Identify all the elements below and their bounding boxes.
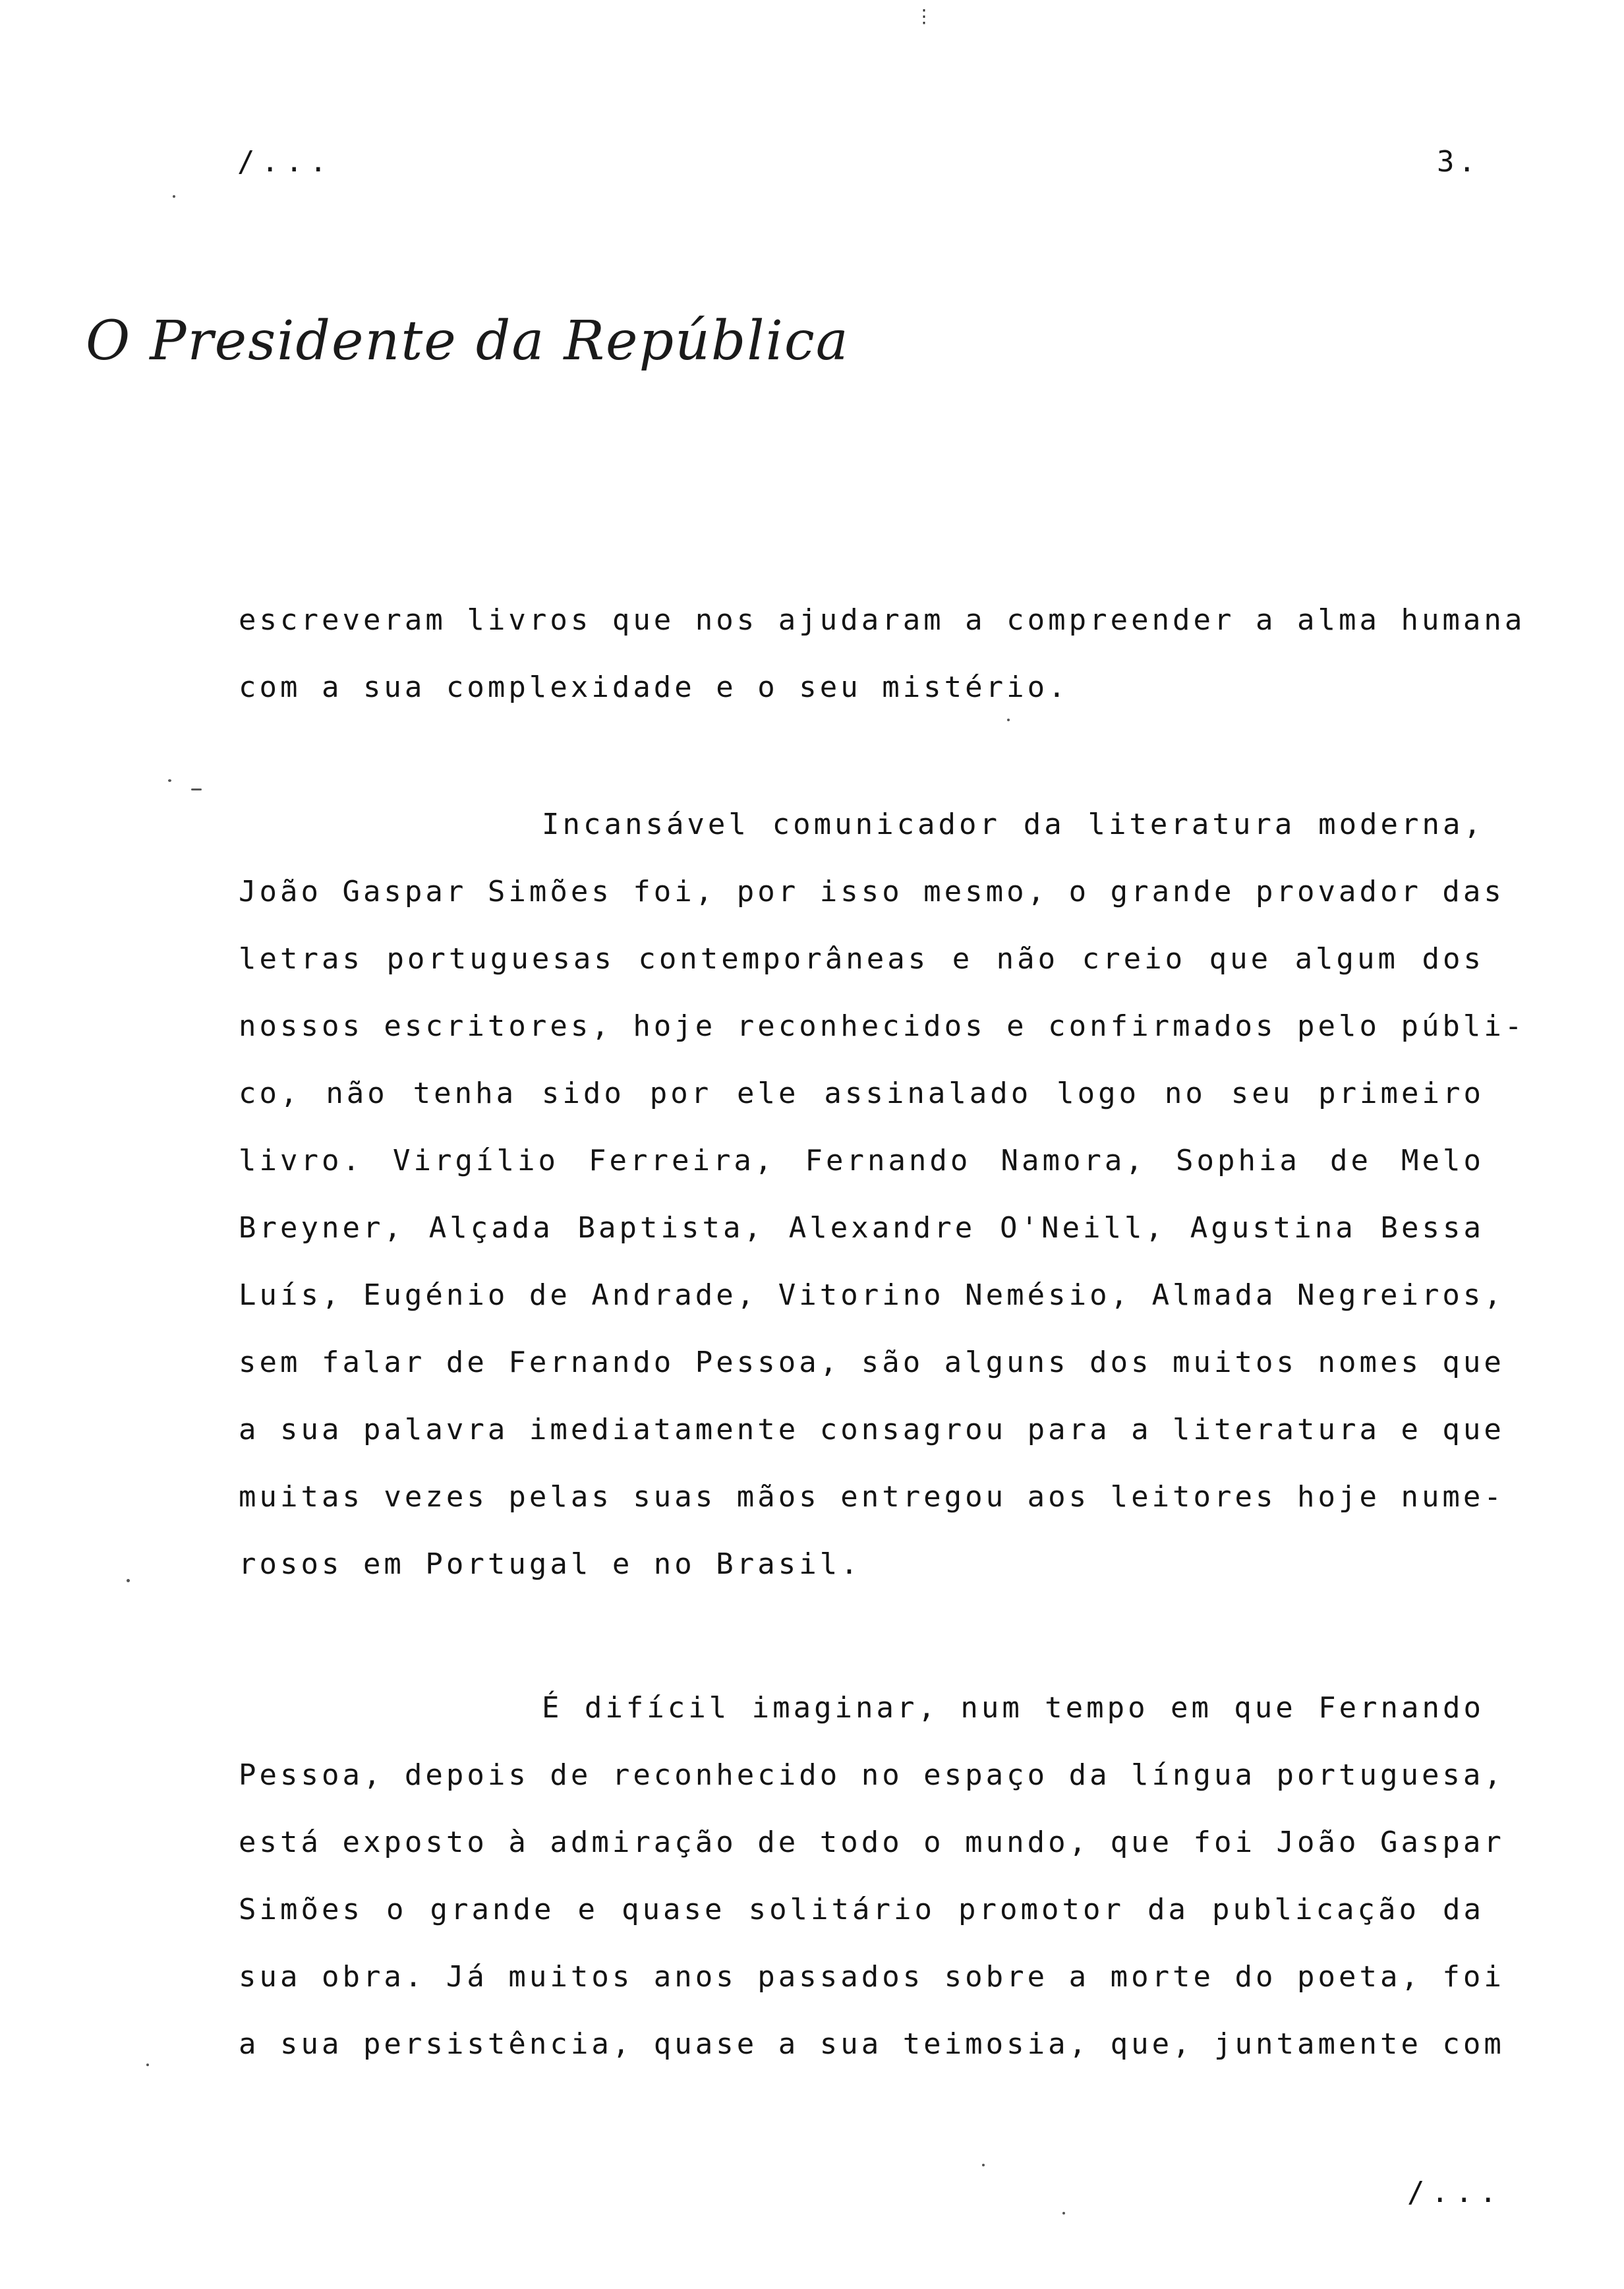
text-line: Luís, Eugénio de Andrade, Vitorino Nemésio, Almada Negreiros, xyxy=(239,1278,1505,1312)
paragraph-1 xyxy=(239,587,1526,721)
text-line: a sua persistência, quase a sua teimosia, que, juntamente com xyxy=(239,2027,1505,2061)
text-line: Simões o grande e quase solitário promotor da publicação da xyxy=(239,1893,1484,1926)
page-continuation-bottom: /... xyxy=(1407,2176,1503,2209)
scan-speck xyxy=(127,1579,130,1582)
text-line: muitas vezes pelas suas mãos entregou aos leitores hoje nume- xyxy=(239,1480,1505,1514)
text-line: escreveram livros que nos ajudaram a compreender a alma humana xyxy=(239,603,1526,637)
text-line: Pessoa, depois de reconhecido no espaço da língua portuguesa, xyxy=(239,1758,1505,1792)
text-line: letras portuguesas contemporâneas e não creio que algum dos xyxy=(239,942,1484,976)
text-line: rosos em Portugal e no Brasil. xyxy=(239,1547,861,1581)
scan-speck xyxy=(1007,719,1010,721)
text-line: com a sua complexidade e o seu mistério. xyxy=(239,670,1069,704)
text-line: Incansável comunicador da literatura moderna, xyxy=(542,808,1484,841)
text-line: nossos escritores, hoje reconhecidos e confirmados pelo públi- xyxy=(239,1009,1526,1043)
letterhead-title: O Presidente da República xyxy=(86,310,850,372)
scan-speck xyxy=(191,788,202,790)
text-line: está exposto à admiração de todo o mundo, que foi João Gaspar xyxy=(239,1826,1505,1859)
paragraph-2 xyxy=(239,791,1526,1598)
page-continuation-top: /... xyxy=(237,145,334,179)
scan-speck xyxy=(1062,2212,1065,2215)
paragraph-3 xyxy=(239,1675,1505,2078)
text-line: Breyner, Alçada Baptista, Alexandre O'Neill, Agustina Bessa xyxy=(239,1211,1484,1245)
text-line: livro. Virgílio Ferreira, Fernando Namora, Sophia de Melo xyxy=(239,1144,1484,1177)
text-line: sem falar de Fernando Pessoa, são alguns dos muitos nomes que xyxy=(239,1346,1505,1379)
text-line: sua obra. Já muitos anos passados sobre a morte do poeta, foi xyxy=(239,1960,1505,1994)
scan-speck xyxy=(146,2064,149,2066)
text-line: João Gaspar Simões foi, por isso mesmo, o grande provador das xyxy=(239,875,1505,908)
scan-speck xyxy=(982,2164,985,2166)
page-number: 3. xyxy=(1437,145,1480,179)
text-line: É difícil imaginar, num tempo em que Fernando xyxy=(542,1691,1484,1725)
text-line: co, não tenha sido por ele assinalado logo no seu primeiro xyxy=(239,1077,1484,1110)
scan-speck xyxy=(168,779,171,782)
scan-mark: ⋮ xyxy=(915,5,933,27)
text-line: a sua palavra imediatamente consagrou para a literatura e que xyxy=(239,1413,1505,1446)
scan-speck xyxy=(173,195,175,198)
